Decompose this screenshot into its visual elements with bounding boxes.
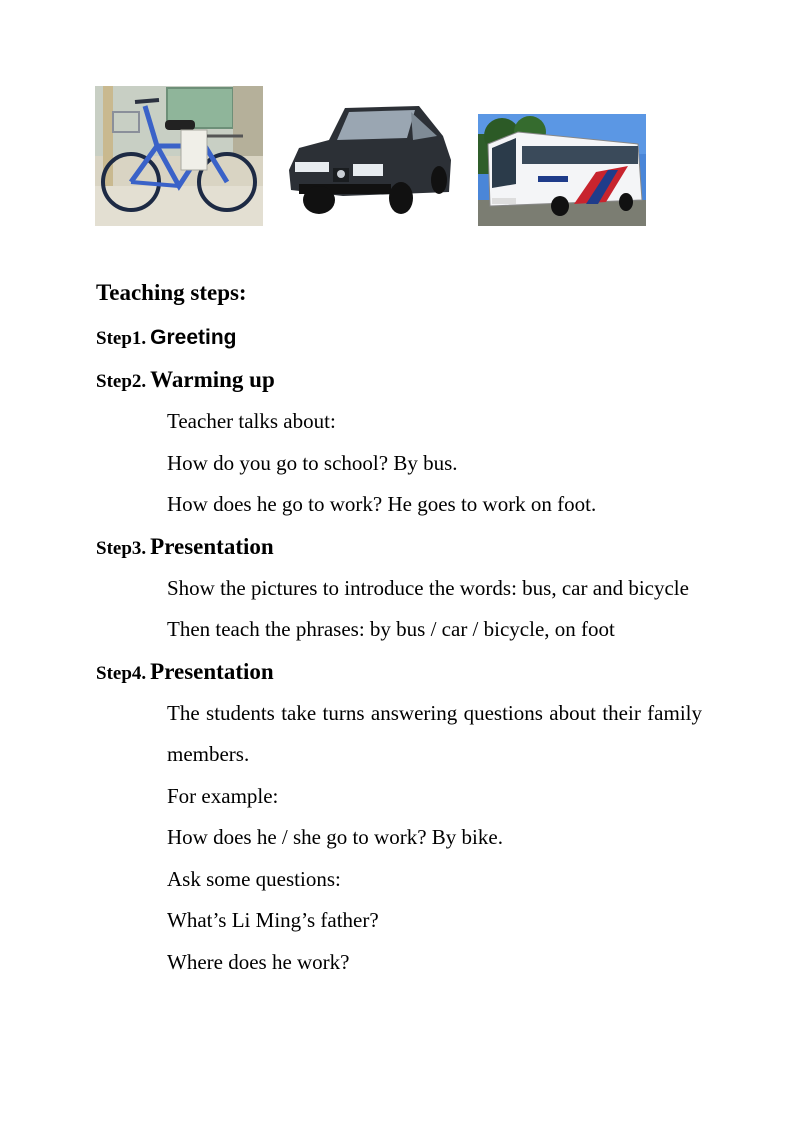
vehicle-pictures [0,85,794,227]
bus-photo [478,114,646,226]
text-paragraph: The students take turns answering questions about their family members. [167,700,702,766]
text-line: What’s Li Ming’s father? [167,908,379,932]
step-1-title: Greeting [150,326,237,349]
text-line: Where does he work? [167,949,350,974]
step-3-header [96,526,702,568]
text-line: Then teach the phrases: by bus / car / bicycle, on foot [167,617,615,641]
step-2-title: Warming up [150,367,275,392]
step-4-number: Step4. [96,662,147,684]
text-line: Ask some questions: [167,866,341,891]
step-4-header [96,651,702,693]
text-line: How does he go to work? He goes to work on foot. [167,492,597,516]
text-line: How does he / she go to work? By bike. [167,825,503,849]
bicycle-photo [95,86,263,226]
text-line: Teacher talks about: [167,409,336,433]
lesson-plan [96,276,702,983]
step-1-number: Step1. [96,328,147,349]
text-line: For example: [167,783,279,808]
step-4-title: Presentation [150,658,274,684]
step-2-body [167,401,702,526]
car-photo [283,100,455,218]
step-4-body [167,693,702,984]
text-paragraph: Show the pictures to introduce the words: bus, car and bicycle [167,575,689,600]
teaching-steps-heading: Teaching steps: [96,280,247,305]
step-2-number: Step2. [96,371,147,392]
step-2-header [96,359,702,401]
text-line: How do you go to school? By bus. [167,450,458,475]
step-3-number: Step3. [96,537,147,559]
step-1-header [96,317,702,359]
step-3-title: Presentation [150,533,274,559]
step-3-body [167,568,702,651]
